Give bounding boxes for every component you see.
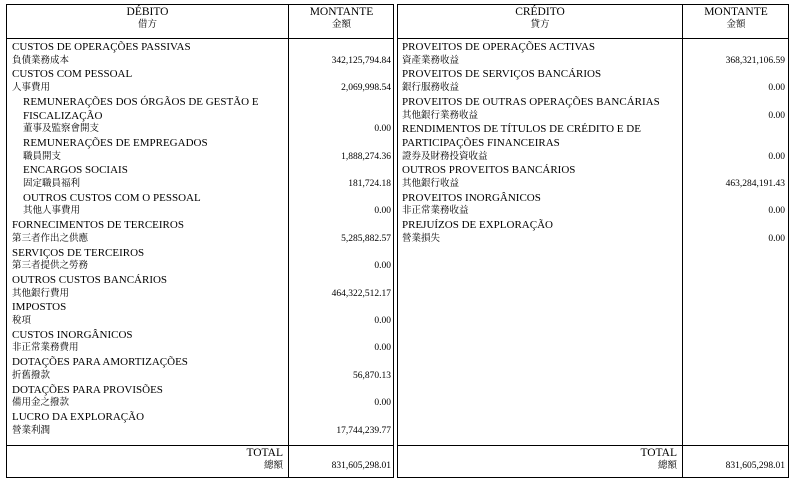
debit-amount-header-zh: 金額: [331, 20, 351, 30]
debit-total-divider: [6, 445, 394, 446]
credit-row-amount: 0.00: [768, 206, 785, 216]
debit-amount-header: [289, 6, 394, 32]
credit-total-pt: TOTAL: [640, 447, 677, 459]
debit-row-amount: 464,322,512.17: [331, 289, 391, 299]
credit-row-label-zh: 營業損失: [402, 234, 441, 244]
debit-header-pt: DÉBITO: [126, 6, 169, 18]
debit-row-amount: 342,125,794.84: [331, 56, 391, 66]
credit-row-amount: 0.00: [768, 111, 785, 121]
debit-row-amount: 0.00: [374, 206, 391, 216]
debit-row-amount: 0.00: [374, 398, 391, 408]
credit-amount-header: [683, 6, 789, 32]
debit-row-label: DOTAÇÕES PARA PROVISÕES: [12, 384, 163, 396]
debit-row-label: OUTROS CUSTOS BANCÁRIOS: [12, 274, 168, 286]
debit-row-label-zh: 人事費用: [12, 83, 51, 93]
debit-row-label-zh: 營業利潤: [12, 426, 51, 436]
debit-row-label-zh: 第三者作出之供應: [12, 234, 89, 244]
credit-row-label: PARTICIPAÇÕES FINANCEIRAS: [402, 137, 560, 149]
credit-column-divider: [682, 4, 683, 478]
credit-header: [398, 6, 682, 32]
credit-header-pt: CRÉDITO: [515, 6, 565, 18]
debit-column-divider: [288, 4, 289, 478]
credit-row-label: PROVEITOS INORGÂNICOS: [402, 192, 541, 204]
debit-row-amount: 181,724.18: [348, 179, 391, 189]
credit-amount-header-zh: 金額: [726, 20, 746, 30]
credit-total-zh: 總額: [657, 461, 677, 471]
debit-row-amount: 17,744,239.77: [336, 426, 391, 436]
credit-total-divider: [397, 445, 789, 446]
debit-row-amount: 0.00: [374, 316, 391, 326]
debit-row-label: LUCRO DA EXPLORAÇÃO: [12, 411, 145, 423]
debit-total-pt: TOTAL: [246, 447, 283, 459]
debit-row-label: DOTAÇÕES PARA AMORTIZAÇÕES: [12, 356, 188, 368]
debit-total-amount: 831,605,298.01: [331, 461, 391, 471]
credit-row-amount: 0.00: [768, 83, 785, 93]
debit-row-label-zh: 其他銀行費用: [12, 289, 70, 299]
debit-row-label: CUSTOS INORGÂNICOS: [12, 329, 133, 341]
debit-row-label: OUTROS CUSTOS COM O PESSOAL: [23, 192, 201, 204]
credit-row-label-zh: 其他銀行收益: [402, 179, 460, 189]
debit-row-amount: 0.00: [374, 124, 391, 134]
debit-row-label-zh: 負債業務成本: [12, 56, 70, 66]
credit-row-amount: 0.00: [768, 234, 785, 244]
credit-total-amount: 831,605,298.01: [725, 461, 785, 471]
credit-row-amount: 368,321,106.59: [725, 56, 785, 66]
credit-row-label-zh: 證券及財務投資收益: [402, 152, 488, 162]
credit-row-label: OUTROS PROVEITOS BANCÁRIOS: [402, 164, 576, 176]
debit-row-label-zh: 其他人事費用: [23, 206, 81, 216]
credit-total-label: [575, 447, 677, 473]
debit-row-label-zh: 第三者提供之勞務: [12, 261, 89, 271]
debit-row-label: ENCARGOS SOCIAIS: [23, 164, 128, 176]
debit-row-amount: 0.00: [374, 261, 391, 271]
debit-row-label: SERVIÇOS DE TERCEIROS: [12, 247, 145, 259]
debit-total-label: [180, 447, 283, 473]
debit-row-amount: 1,888,274.36: [341, 152, 391, 162]
credit-header-zh: 貸方: [530, 20, 550, 30]
debit-header: [7, 6, 288, 32]
debit-row-amount: 2,069,998.54: [341, 83, 391, 93]
debit-header-divider: [6, 38, 394, 39]
debit-total-zh: 總額: [263, 461, 283, 471]
debit-row-label: FISCALIZAÇÃO: [23, 110, 103, 122]
debit-row-label-zh: 固定職員福利: [23, 179, 81, 189]
credit-row-label: PREJUÍZOS DE EXPLORAÇÃO: [402, 219, 553, 231]
debit-row-label-zh: 折舊撥款: [12, 371, 51, 381]
credit-row-amount: 0.00: [768, 152, 785, 162]
debit-row-label: CUSTOS COM PESSOAL: [12, 68, 133, 80]
debit-row-amount: 0.00: [374, 343, 391, 353]
debit-row-label-zh: 稅項: [12, 316, 32, 326]
debit-row-label-zh: 職員開支: [23, 152, 62, 162]
credit-row-label-zh: 非正常業務收益: [402, 206, 469, 216]
debit-header-zh: 借方: [137, 20, 157, 30]
debit-row-amount: 56,870.13: [353, 371, 391, 381]
debit-row-label: REMUNERAÇÕES DOS ÓRGÃOS DE GESTÃO E: [23, 96, 259, 108]
debit-row-label-zh: 備用金之撥款: [12, 398, 70, 408]
debit-row-label-zh: 董事及監察會開支: [23, 124, 100, 134]
debit-row-label: FORNECIMENTOS DE TERCEIROS: [12, 219, 184, 231]
credit-amount-header-pt: MONTANTE: [704, 6, 768, 18]
credit-header-divider: [397, 38, 789, 39]
credit-row-label: PROVEITOS DE OPERAÇÕES ACTIVAS: [402, 41, 596, 53]
credit-row-label: PROVEITOS DE SERVIÇOS BANCÁRIOS: [402, 68, 602, 80]
credit-row-label-zh: 其他銀行業務收益: [402, 111, 479, 121]
credit-row-amount: 463,284,191.43: [725, 179, 785, 189]
debit-row-amount: 5,285,882.57: [341, 234, 391, 244]
debit-row-label: CUSTOS DE OPERAÇÕES PASSIVAS: [12, 41, 191, 53]
debit-row-label: IMPOSTOS: [12, 301, 67, 313]
credit-row-label: PROVEITOS DE OUTRAS OPERAÇÕES BANCÁRIAS: [402, 96, 660, 108]
credit-row-label: RENDIMENTOS DE TÍTULOS DE CRÉDITO E DE: [402, 123, 641, 135]
debit-row-label: REMUNERAÇÕES DE EMPREGADOS: [23, 137, 208, 149]
credit-row-label-zh: 銀行服務收益: [402, 83, 460, 93]
credit-row-label-zh: 資產業務收益: [402, 56, 460, 66]
debit-amount-header-pt: MONTANTE: [309, 6, 374, 18]
debit-row-label-zh: 非正常業務費用: [12, 343, 79, 353]
